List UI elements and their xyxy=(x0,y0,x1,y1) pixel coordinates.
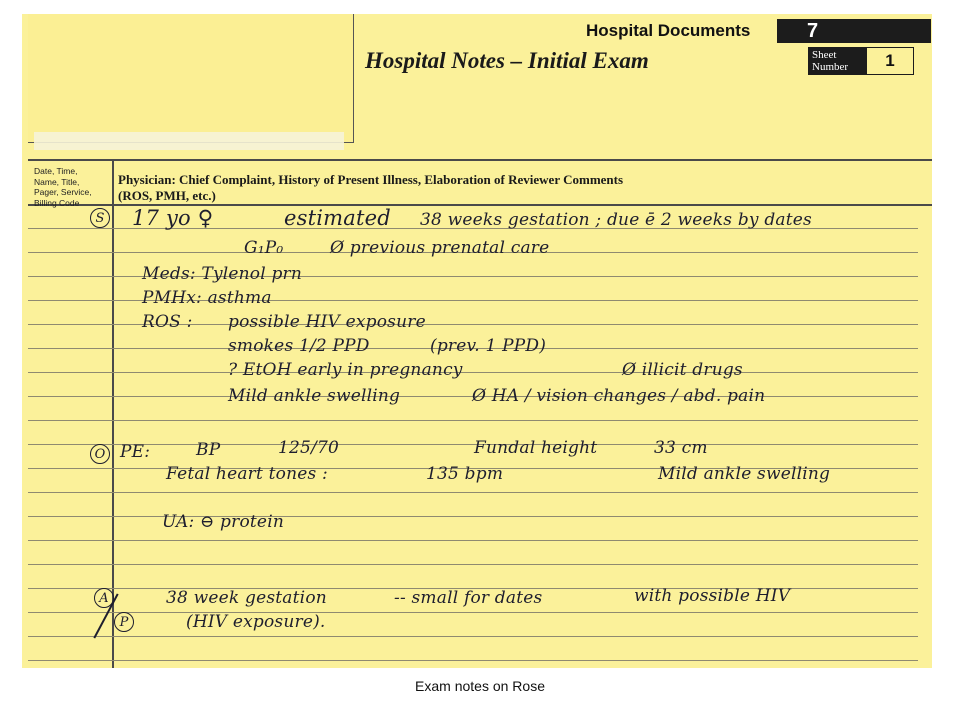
note-gravida: G₁P₀ xyxy=(244,238,284,258)
note-ros-swelling: Mild ankle swelling xyxy=(228,386,401,406)
note-fundal-label: Fundal height xyxy=(474,438,598,458)
sheet-label-line1: Sheet xyxy=(812,49,837,61)
physician-label xyxy=(118,172,623,204)
ruled-line xyxy=(28,636,918,637)
plan-marker: P xyxy=(114,612,134,632)
note-ap-exposure: (HIV exposure). xyxy=(186,612,326,632)
note-ap-small: -- small for dates xyxy=(394,588,543,608)
sheet-number-value: 1 xyxy=(866,47,914,75)
ruled-line xyxy=(28,372,918,373)
note-bp-label: BP xyxy=(196,440,221,460)
left-label-billing: Billing Code xyxy=(34,197,80,208)
note-fht-label: Fetal heart tones : xyxy=(166,464,328,484)
physician-label-line1: Physician: Chief Complaint, History of Present Illness, Elaboration of Reviewer Comments xyxy=(118,172,624,187)
note-pe-swelling: Mild ankle swelling xyxy=(658,464,831,484)
note-ros-hiv: possible HIV exposure xyxy=(228,312,426,332)
ruled-line xyxy=(28,612,918,613)
note-prenatal: Ø previous prenatal care xyxy=(330,238,550,258)
note-estimated: estimated xyxy=(284,206,391,230)
ruled-line xyxy=(28,660,918,661)
header-blank-box xyxy=(28,14,354,143)
subjective-marker: S xyxy=(90,208,110,228)
objective-marker: O xyxy=(90,444,110,464)
note-ap-gestation: 38 week gestation xyxy=(166,588,327,608)
ruled-line xyxy=(28,564,918,565)
left-label-pager: Pager, Service, xyxy=(34,187,92,197)
ruled-line xyxy=(28,540,918,541)
sheet-number-label xyxy=(808,47,866,75)
ruled-line xyxy=(28,492,918,493)
left-label-name: Name, Title, xyxy=(34,176,80,187)
note-pe-label: PE: xyxy=(120,442,151,462)
document-number: 7 xyxy=(777,19,931,43)
slide-caption: Exam notes on Rose xyxy=(415,678,545,694)
note-ap-hiv: with possible HIV xyxy=(634,586,791,606)
note-fht-value: 135 bpm xyxy=(426,464,504,484)
note-ros-drugs: Ø illicit drugs xyxy=(622,360,743,380)
note-meds: Meds: Tylenol prn xyxy=(142,264,303,284)
note-ros-prev: (prev. 1 PPD) xyxy=(430,336,547,356)
note-fundal-value: 33 cm xyxy=(654,438,708,458)
note-gestation: 38 weeks gestation ; due ē 2 weeks by dates xyxy=(420,210,812,230)
document-type: Hospital Documents xyxy=(586,21,751,40)
note-bp-value: 125/70 xyxy=(278,438,340,458)
left-label-date: Date, Time, xyxy=(34,166,78,176)
exam-title: Hospital Notes – Initial Exam xyxy=(365,48,649,73)
divider-top xyxy=(28,159,932,161)
note-ua: UA: ⊖ protein xyxy=(162,512,284,532)
header-redaction-strip xyxy=(34,132,344,150)
ruled-line xyxy=(28,444,918,445)
note-age-sex: 17 yo ♀ xyxy=(132,206,214,230)
assessment-marker: A xyxy=(94,588,114,608)
physician-label-line2: (ROS, PMH, etc.) xyxy=(118,188,216,203)
note-ros-smokes: smokes 1/2 PPD xyxy=(228,336,370,356)
sheet-label-line2: Number xyxy=(812,61,849,73)
left-column-label xyxy=(34,166,110,208)
note-pmhx: PMHx: asthma xyxy=(142,288,272,308)
ruled-line xyxy=(28,420,918,421)
note-ros-etoh: ? EtOH early in pregnancy xyxy=(228,360,463,380)
note-ros-label: ROS : xyxy=(142,312,193,332)
hospital-notes-sheet xyxy=(22,14,932,668)
note-ros-negatives: Ø HA / vision changes / abd. pain xyxy=(472,386,766,406)
